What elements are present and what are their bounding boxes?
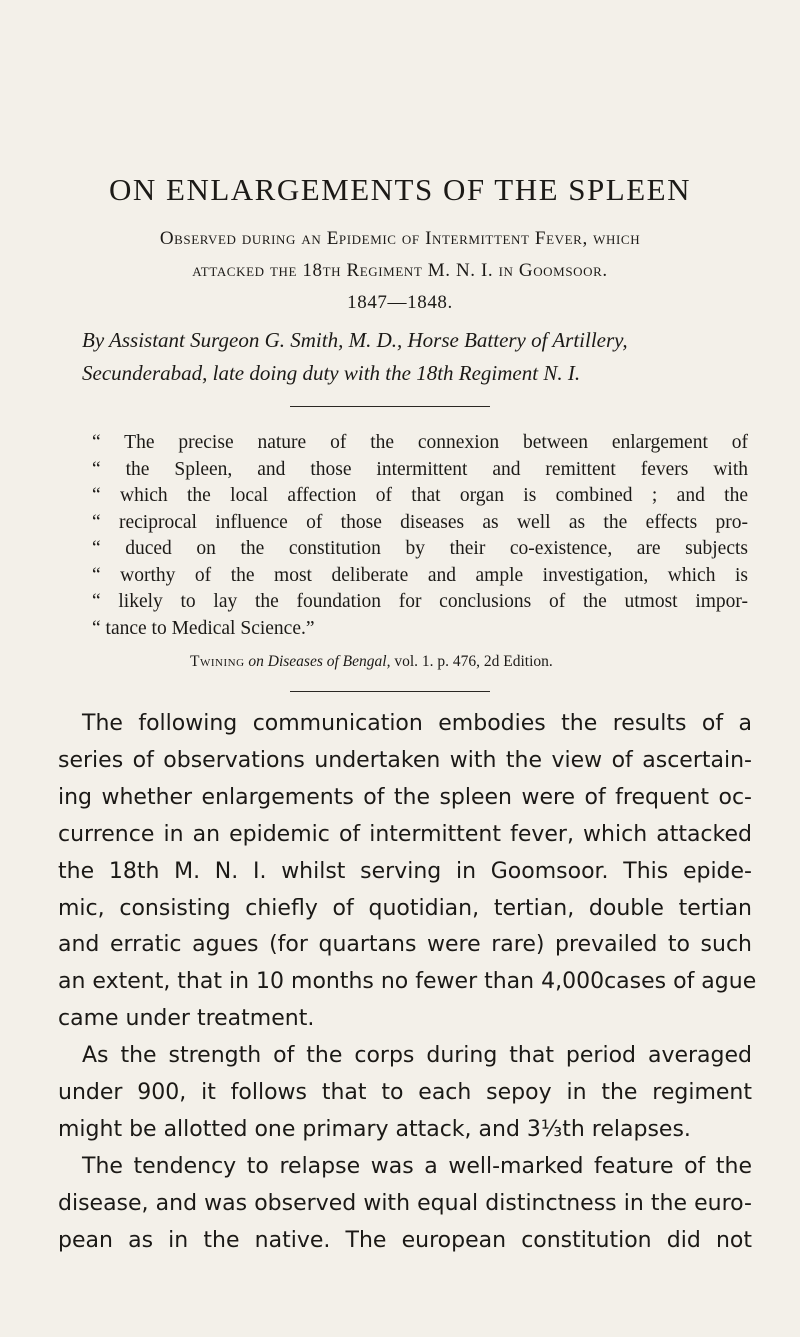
epigraph-line: “ worthy of the most deliberate and ample investigation, which is: [92, 564, 748, 586]
body-line: pean as in the native. The european constitution did not: [58, 1227, 752, 1253]
epigraph-line: “ reciprocal influence of those diseases as well as the effects pro-: [92, 511, 748, 533]
epigraph-quote: [92, 430, 748, 642]
subtitle-line-3: 1847—1848.: [347, 292, 453, 313]
body-line: currence in an epidemic of intermittent fever, which attacked: [58, 821, 752, 847]
divider-rule-bottom: [290, 691, 490, 692]
body-line: disease, and was observed with equal distinctness in the euro-: [58, 1190, 752, 1216]
epigraph-line: “ likely to lay the foundation for conclusions of the utmost impor-: [92, 591, 748, 612]
epigraph-line: “ The precise nature of the connexion between enlargement of: [92, 432, 748, 453]
epigraph-line: “ duced on the constitution by their co-existence, are subjects: [92, 538, 748, 559]
citation-details: vol. 1. p. 476, 2d Edition.: [394, 653, 553, 670]
body-line: under 900, it follows that to each sepoy in the regiment: [58, 1080, 752, 1106]
divider-rule-top: [290, 406, 490, 407]
body-line: ing whether enlargements of the spleen were of frequent oc-: [58, 784, 752, 810]
body-line: The following communication embodies the results of a: [82, 711, 752, 736]
subtitle-line-2: attacked the 18th Regiment M. N. I. in Goomsoor.: [192, 260, 608, 281]
epigraph-citation: [190, 653, 553, 671]
subtitle-line-1: Observed during an Epidemic of Intermittent Fever, which: [159, 228, 641, 249]
citation-work: Diseases of Bengal,: [267, 653, 391, 670]
byline-line-1: By Assistant Surgeon G. Smith, M. D., Horse Battery of Artillery,: [82, 328, 628, 352]
epigraph-line: “ which the local affection of that organ is combined ; and the: [92, 485, 748, 506]
body-line: the 18th M. N. I. whilst serving in Goomsoor. This epide-: [58, 858, 752, 884]
body-line: might be allotted one primary attack, and 3⅓th relapses.: [58, 1116, 691, 1142]
citation-author: Twining: [190, 653, 245, 670]
epigraph-line: “ the Spleen, and those intermittent and remittent fevers with: [92, 458, 748, 480]
epigraph-line: “ tance to Medical Science.”: [92, 617, 315, 639]
body-line: mic, consisting chiefly of quotidian, tertian, double tertian: [58, 895, 752, 921]
body-line: an extent, that in 10 months no fewer than 4,000cases of ague: [58, 969, 757, 995]
byline-line-2: Secunderabad, late doing duty with the 18th Regiment N. I.: [82, 361, 581, 385]
body-line: came under treatment.: [58, 1006, 315, 1032]
body-text: [58, 706, 757, 1260]
body-line: and erratic agues (for quartans were rare) prevailed to such: [58, 932, 752, 958]
body-line: series of observations undertaken with the view of ascertain-: [58, 747, 752, 773]
page-title: ON ENLARGEMENTS OF THE SPLEEN: [109, 172, 691, 207]
body-line: As the strength of the corps during that period averaged: [82, 1043, 752, 1069]
citation-work-prefix: on: [248, 653, 264, 670]
body-line: The tendency to relapse was a well-marked feature of the: [82, 1153, 752, 1179]
